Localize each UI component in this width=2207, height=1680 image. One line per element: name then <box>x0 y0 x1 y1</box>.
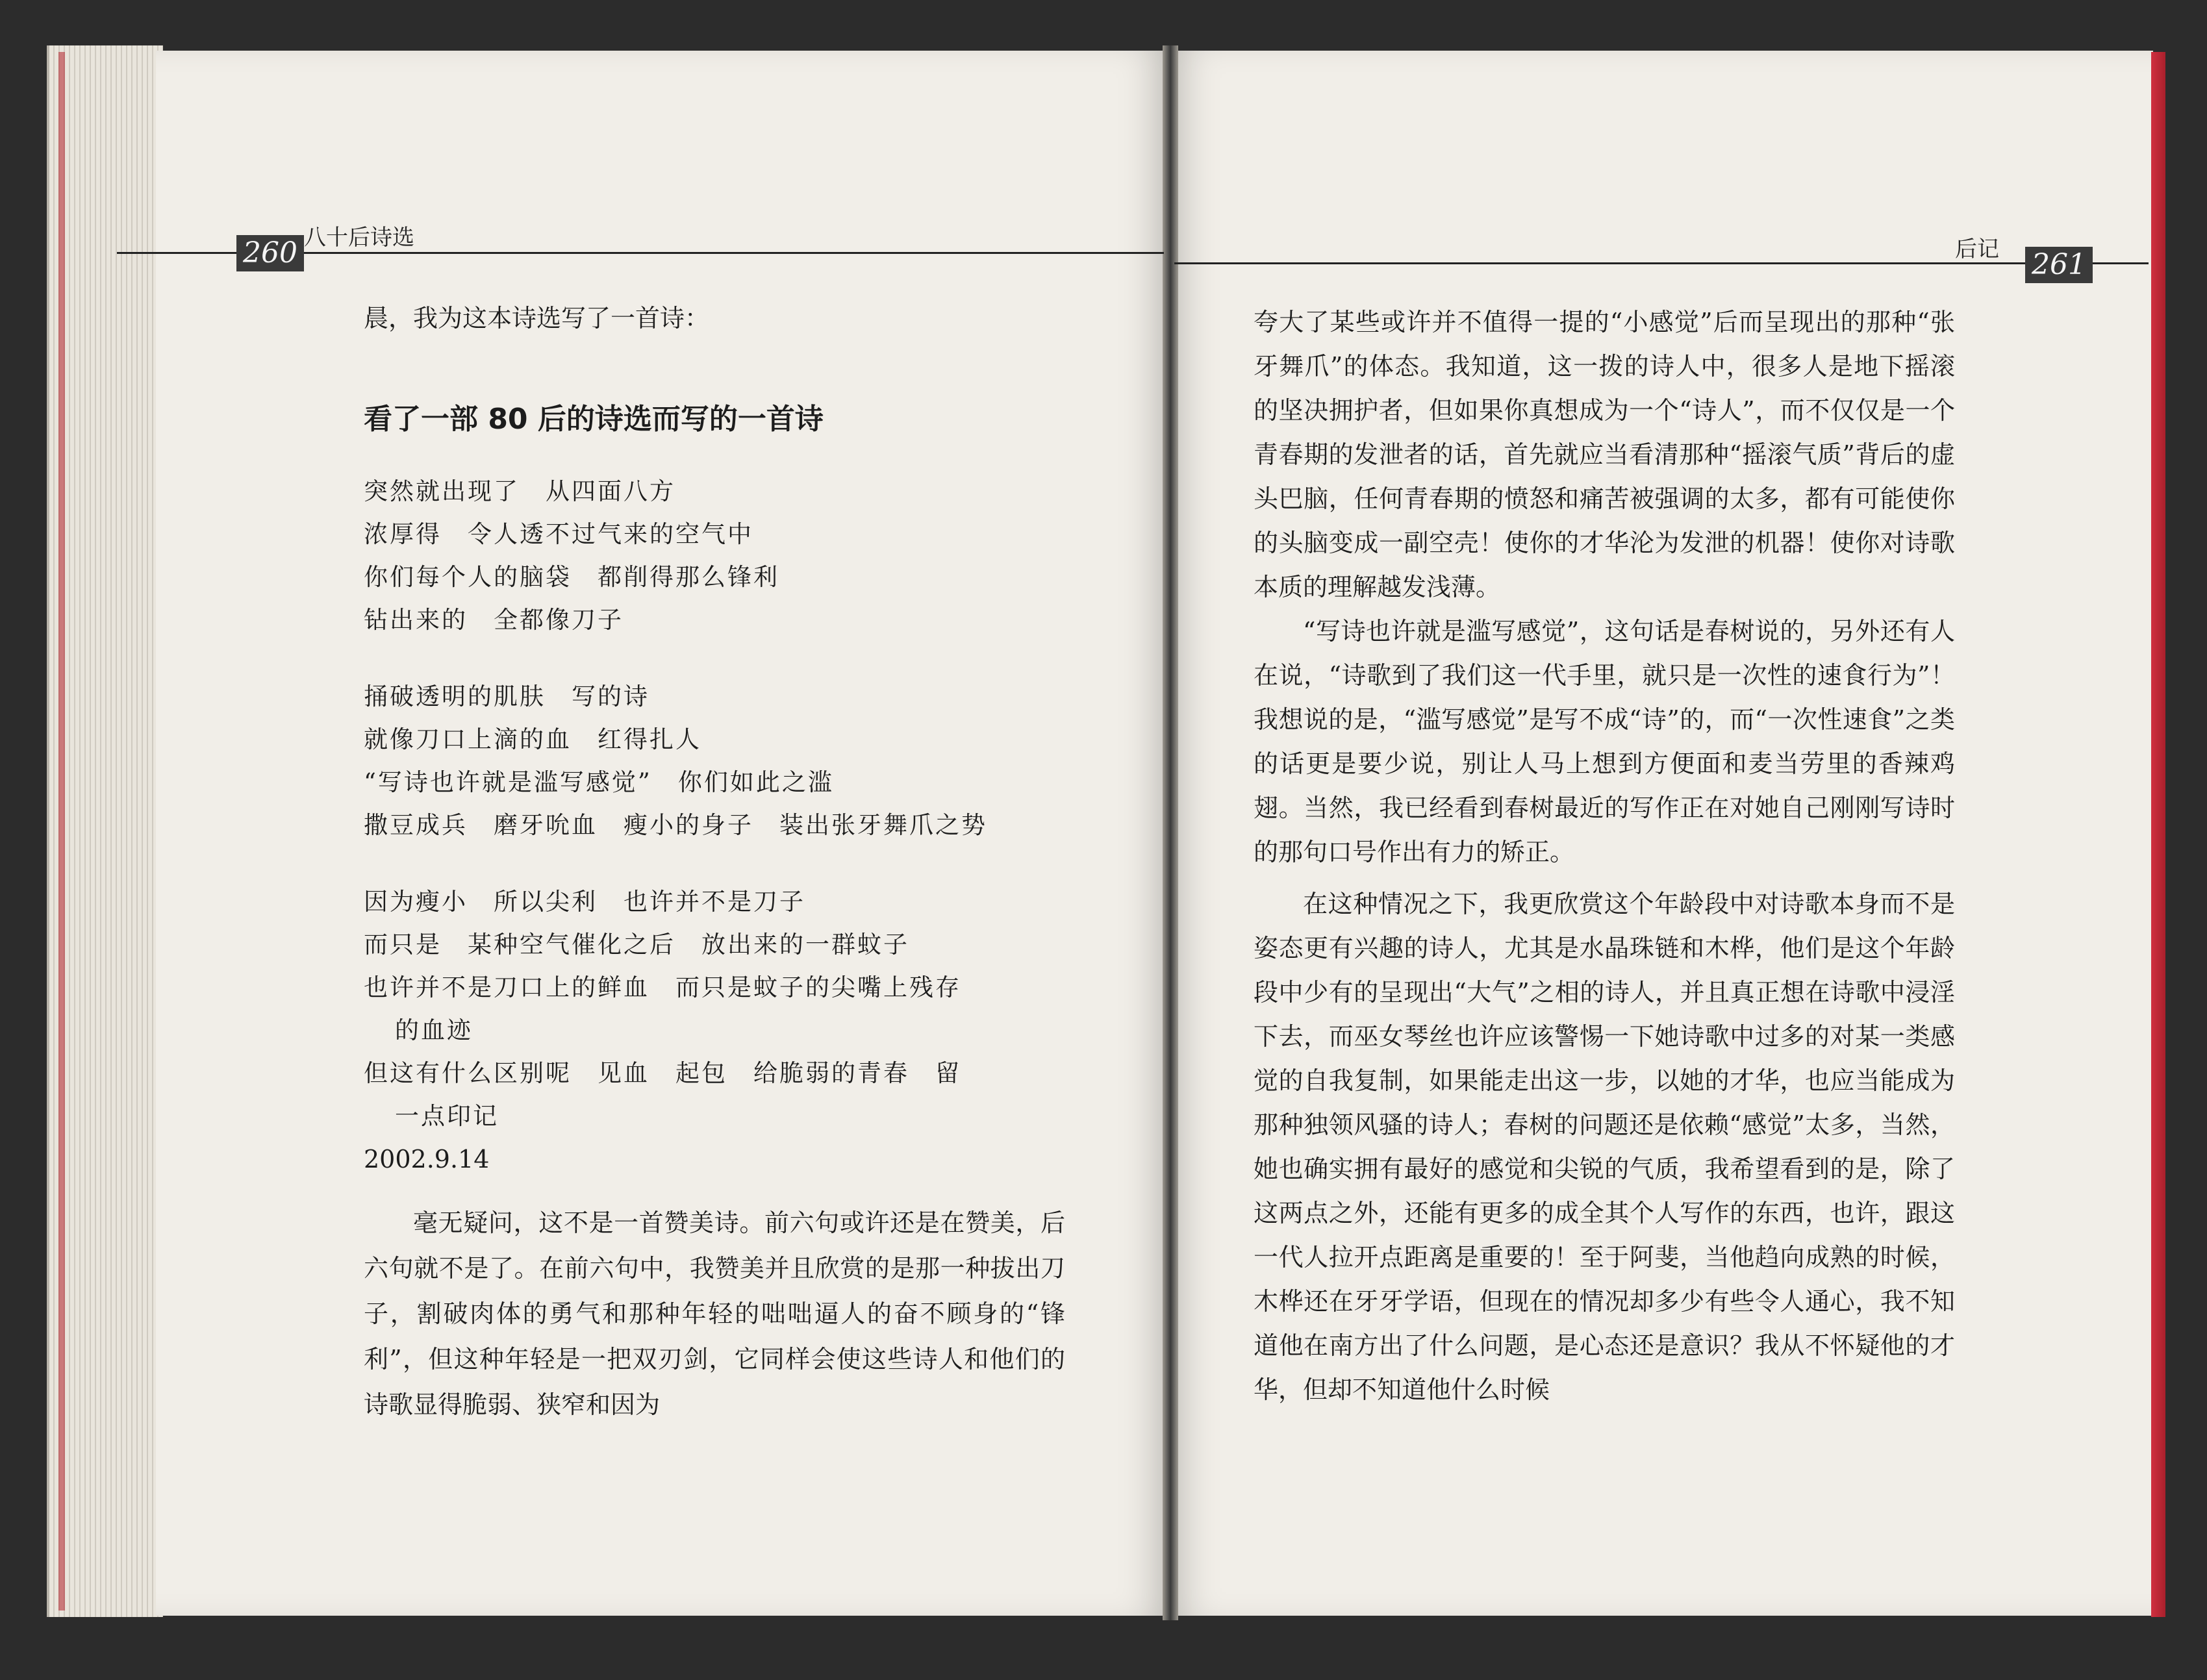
right-running-title: 后记 <box>1955 236 1999 262</box>
red-edge-strip <box>58 52 65 1611</box>
right-page-number: 261 <box>2025 247 2093 283</box>
poem-line: 突然就出现了 从四面八方 <box>364 477 675 505</box>
poem-line: 因为瘦小 所以尖利 也许并不是刀子 <box>364 888 805 916</box>
poem-line: 也许并不是刀口上的鲜血 而只是蚊子的尖嘴上残存 <box>364 973 961 1001</box>
left-page-number: 260 <box>236 235 304 271</box>
poem-line: 浓厚得 令人透不过气来的空气中 <box>364 520 753 548</box>
poem-line: 而只是 某种空气催化之后 放出来的一群蚊子 <box>364 931 909 959</box>
right-cover-edge <box>2151 52 2165 1617</box>
poem-line: 一点印记 <box>395 1102 499 1130</box>
poem-line: 就像刀口上滴的血 红得扎人 <box>364 725 701 753</box>
intro-line: 晨，我为这本诗选写了一首诗： <box>364 304 710 332</box>
right-paragraph-3: 在这种情况之下，我更欣赏这个年龄段中对诗歌本身而不是姿态更有兴趣的诗人，尤其是水晶珠链和木桦，他们是这个年龄段中少有的呈现出“大气”之相的诗人，并且真正想在诗歌中浸淫下去，而巫女琴丝也许应该警惕一下她诗歌中过多的对某一类感觉的自我复制，如果能走出这一步，以她的才华，也应当能成为那种独领风骚的诗人；春树的问题还是依赖“感觉”太多，当然，她也确实拥有最好的感觉和尖锐的气质，我希望看到的是，除了这两点之外，还能有更多的成全其个人写作的东西，也许，跟这一代人拉开点距离是重要的！至于阿斐，当他趋向成熟的时候，木桦还在牙牙学语，但现在的情况却多少有些令人通心，我不知道他在南方出了什么问题，是心态还是意识？我从不怀疑他的才华，但却不知道他什么时候 <box>1254 890 1955 1404</box>
poem-line: 撒豆成兵 磨牙吮血 瘦小的身子 装出张牙舞爪之势 <box>364 811 987 839</box>
poem-line: 的血迹 <box>395 1016 473 1044</box>
left-paragraph: 毫无疑问，这不是一首赞美诗。前六句或许还是在赞美，后六句就不是了。在前六句中，我赞美并且欣赏的是那一种拔出刀子，割破肉体的勇气和那种年轻的咄咄逼人的奋不顾身的“锋利”，但这种年轻是一把双刃剑，它同样会使这些诗人和他们的诗歌显得脆弱、狭窄和因为 <box>364 1209 1065 1419</box>
right-header-rule <box>1174 262 2149 264</box>
poem-line: 你们每个人的脑袋 都削得那么锋利 <box>364 563 779 591</box>
poem-line: “写诗也许就是滥写感觉” 你们如此之滥 <box>364 768 834 796</box>
poem-title: 看了一部 80 后的诗选而写的一首诗 <box>364 403 824 436</box>
left-running-title: 八十后诗选 <box>304 225 414 251</box>
poem-line: 钻出来的 全都像刀子 <box>364 606 624 634</box>
poem-line: 但这有什么区别呢 见血 起包 给脆弱的青春 留 <box>364 1059 961 1087</box>
poem-date: 2002.9.14 <box>364 1145 490 1173</box>
left-page-body <box>364 296 1065 1427</box>
right-page-body <box>1254 300 1955 1412</box>
right-paragraph-2: “写诗也许就是滥写感觉”，这句话是春树说的，另外还有人在说，“诗歌到了我们这一代手里，就只是一次性的速食行为”！我想说的是，“滥写感觉”是写不成“诗”的，而“一次性速食”之类的话更是要少说，别让人马上想到方便面和麦当劳里的香辣鸡翅。当然，我已经看到春树最近的写作正在对她自己刚刚写诗时的那句口号作出有力的矫正。 <box>1254 617 1955 866</box>
poem-line: 捅破透明的肌肤 写的诗 <box>364 683 649 710</box>
right-paragraph-1: 夸大了某些或许并不值得一提的“小感觉”后而呈现出的那种“张牙舞爪”的体态。我知道，这一拨的诗人中，很多人是地下摇滚的坚决拥护者，但如果你真想成为一个“诗人”，而不仅仅是一个青春期的发泄者的话，首先就应当看清那种“摇滚气质”背后的虚头巴脑，任何青春期的愤怒和痛苦被强调的太多，都有可能使你的头脑变成一副空壳！使你的才华沦为发泄的机器！使你对诗歌本质的理解越发浅薄。 <box>1254 308 1955 601</box>
book-gutter <box>1163 45 1178 1620</box>
